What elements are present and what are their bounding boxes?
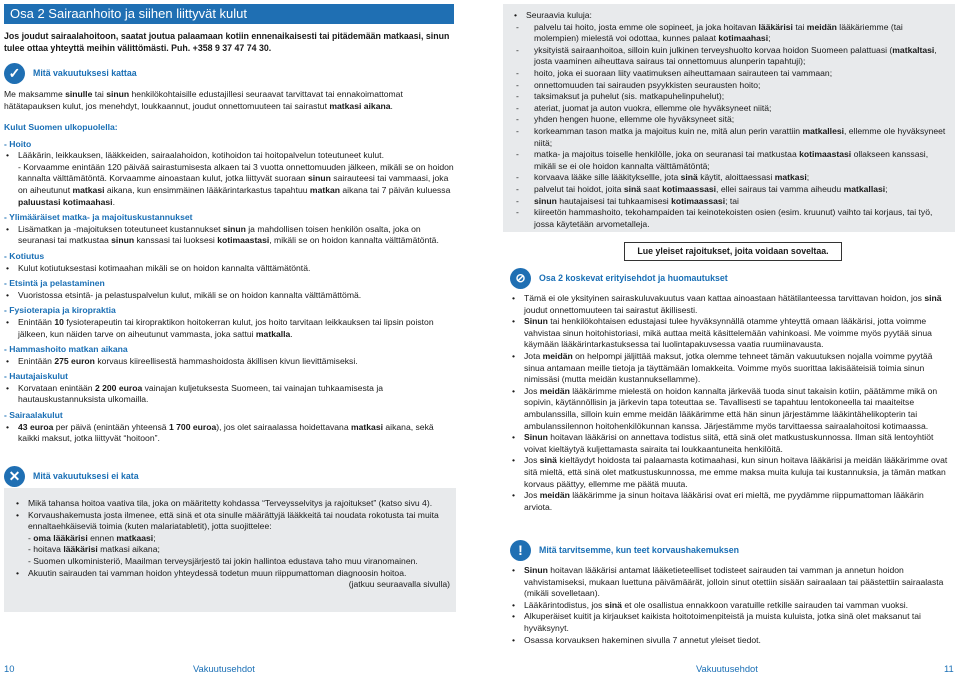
not-covered-subitem: - Suomen ulkoministeriö, Maailman terveysjärjestö tai jokin hallintoa edustava taho muu viranomainen. — [28, 555, 418, 566]
page-number-left: 10 — [4, 663, 15, 674]
x-icon: ✕ — [4, 466, 25, 487]
exclusion-item: - palvelut tai hoidot, joita sinä saat kotimaassasi, ellei sairaus tai vamma aiheudu matkallasi; — [512, 184, 948, 196]
exclusion-item: - kiireetön hammashoito, tekohampaiden tai keinotekoisten osien (esim. kruunut) vaihto tai korjaus, tai työ, jossa käytetään arvometalleja. — [512, 207, 948, 230]
hoito-bullet: • Lääkärin, leikkauksen, lääkkeiden, sairaalahoidon, kotihoidon tai hoitopalvelun toteutuneet kulut. — [4, 150, 456, 162]
dental-title: - Hammashoito matkan aikana — [4, 344, 128, 355]
rescue-bullet: • Vuoristossa etsintä- ja pelastuspalvelun kulut, mikäli se on hoidon kannalta välttämättömä. — [4, 290, 456, 302]
not-covered-item: • Akuutin sairauden tai vamman hoidon yhteydessä todetun muun riippumattoman diagnoosin hoitoa. — [14, 568, 450, 580]
list-item: • Sinun tai henkilökohtaisen edustajasi tulee hyväksynnällä otamme yhteyttä omaan lääkärisi, jotta voimme vahvistaa sinun hoitohistoriasi, mikä auttaa meitä käsittelemään vahinkoasi. Me voimme myös pyytää sinua käymään lääkärintarkastuksessa tai luolintapakuvsessa vaatia ruumiinavausta. — [510, 316, 952, 351]
general-exclusions-note: Lue yleiset rajoitukset, joita voidaan soveltaa. — [624, 242, 842, 261]
alert-icon: ! — [510, 540, 531, 561]
continues-note: (jatkuu seuraavalla sivulla) — [348, 579, 450, 590]
list-item: • Jos sinä kieltäydyt hoidosta tai palaamasta kotimaahasi, kun sinun hoitava lääkärisi ja meidän lääkärimme ovat sitä mieltä, että sinä olet matkustuskunnossa, me emme maksa muita kuluja tai kustannuksia, ja tämän matkan korvaus päättyy, ellemme me päätä muuta. — [510, 455, 952, 490]
exclusions-lead: • Seuraavia kuluja: — [512, 10, 948, 22]
home-bullet: • Kulut kotiutuksestasi kotimaahan mikäli se on hoidon kannalta välttämätöntä. — [4, 263, 456, 275]
covered-paragraph: Me maksamme sinulle tai sinun henkilökohtaisille edustajillesi seuraavat tarvittavat tai ennakoimattomat hätätapauksen kulut, jos menehdyt, loukkaannut, joudut onnettomuuteen tai sairastut matkasi aikana. — [4, 89, 403, 111]
not-covered-item: • Korvaushakemusta josta ilmenee, että sinä et ota sinulle määrättyjä lääkkeitä tai noudata rokotusta tai muita ennaltaehkäiseviä toimia (kuten malariatabletit), jotta suojittelee: — [14, 510, 450, 533]
extra-title: - Ylimääräiset matka- ja majoituskustannukset — [4, 212, 193, 223]
hoito-title: - Hoito — [4, 138, 32, 149]
hospital-bullet: • 43 euroa per päivä (enintään yhteensä 1 700 euroa), jos olet sairaalassa hoidettavana matkasi aikana, sekä kaikki maksut, jotka liittyvät “hoitoon”. — [4, 422, 456, 445]
covered-heading — [4, 63, 137, 84]
exclusions-list — [512, 10, 948, 230]
exclusion-item: - matka- ja majoitus toiselle henkilölle, joka on seuranasi tai matkustaa kotimaastasi ollakseen kanssasi, mikäli se ei ole hoidon kannalta välttämätöntä; — [512, 149, 948, 172]
physio-bullet: • Enintään 10 fysioterapeutin tai kiropraktikon hoitokerran kulut, jos hoito tarvitaan leikkauksen tai lipsin poiston jälkeen, kun näiden tarve on aiheutunut vammasta, joka sattui matkalla. — [4, 317, 456, 340]
exclusion-item: - korvaava lääke sille lääkityksellle, jota sinä käytit, aloittaessasi matkasi; — [512, 172, 948, 184]
hoito-detail: - Korvaamme enintään 120 päivää sairastumisesta alkaen tai 3 vuotta onnettomuuden jälkeen, mikäli se on hoidon kannalta välttämätöntä. Korvaamme ainoastaan kulut, jotka liittyvät suoraan sinun sairauteesi tai vammaasi, joka on aiheutunut matkasi aikana, kun ensimmäinen lääkärintarkastus tapahtuu matkan aikana tai 7 päivän kuluessa paluustasi kotimaahasi. — [18, 161, 454, 207]
exclusion-item: - taksimaksut ja puhelut (sis. matkapuhelinpuhelut); — [512, 91, 948, 103]
physio-title: - Fysioterapia ja kiropraktia — [4, 305, 116, 316]
not-covered-item: • Mikä tahansa hoitoa vaativa tila, joka on määritetty kohdassa “Terveysselvitys ja rajoitukset” (katso sivu 4). — [14, 498, 450, 510]
exclusion-item: - yhden hengen huone, ellemme ole hyväksyneet sitä; — [512, 114, 948, 126]
claims-title: Mitä tarvitsemme, kun teet korvaushakemuksen — [539, 544, 739, 555]
no-entry-icon: ⊘ — [510, 268, 531, 289]
exclusions-items — [512, 22, 948, 231]
list-item: • Sinun hoitavan lääkärisi antamat lääketieteelliset todisteet sairauden tai vamman ja annetun hoidon vahvistamiseksi, mukaan luettuna päivämäärät, jolloin sinut otettiin sisään sairaalaan tai päästettiin sairaalasta (mikäli sovelletaan). — [510, 565, 952, 600]
not-covered-list — [14, 498, 450, 591]
abroad-section — [4, 122, 456, 445]
funeral-title: - Hautajaiskulut — [4, 371, 68, 382]
list-item: • Tämä ei ole yksityinen sairaskuluvakuutus vaan kattaa ainoastaan hätätilanteessa tarvittavan hoidon, jos sinä joudut onnettomuuteen tai sairastut äkillisesti. — [510, 293, 952, 316]
exclusion-item: - ateriat, juomat ja auton vuokra, ellemme ole hyväksyneet niitä; — [512, 103, 948, 115]
exclusion-item: - yksityistä sairaanhoitoa, silloin kuin julkinen terveyshuolto korvaa hoidon Suomeen palattuasi (matkaltasi, josta vaaminen aiheuttava sairaus tai onnettomuus alunperin tapahtuji); — [512, 45, 948, 68]
list-item: • Sinun hoitavan lääkärisi on annettava todistus siitä, että sinä olet matkustuskunnossa. Ilman sitä lentoyhtiöt voivat kieltäytyä kuljettamasta sairaita tai loukkaantuneita henkilöitä. — [510, 432, 952, 455]
not-covered-subitem: - oma lääkärisi ennen matkaasi; — [28, 532, 156, 543]
special-list — [510, 293, 952, 513]
list-item: • Jos meidän lääkärimme ja sinun hoitava lääkärisi ovat eri mieltä, me pyydämme riippumattoman lääkärin arviota. — [510, 490, 952, 513]
covered-title: Mitä vakuutuksesi kattaa — [33, 67, 137, 78]
footer-brand-right: Vakuutusehdot — [696, 663, 758, 674]
exclusion-item: - onnettomuuden tai sairauden psyykkisten seurausten hoito; — [512, 80, 948, 92]
abroad-title: Kulut Suomen ulkopuolella: — [4, 122, 118, 132]
check-icon: ✓ — [4, 63, 25, 84]
exclusion-item: - hoito, joka ei suoraan liity vaatimuksen aiheuttamaan sairauteen tai vammaan; — [512, 68, 948, 80]
list-item: • Osassa korvauksen hakeminen sivulla 7 annetut yleiset tiedot. — [510, 635, 952, 647]
home-title: - Kotiutus — [4, 250, 45, 261]
page-number-right: 11 — [944, 663, 954, 674]
exclusion-item: - palvelu tai hoito, josta emme ole sopineet, ja joka hoitavan lääkärisi tai meidän lääkäriemme (tai molempien) mielestä voi odottaa, kunnes palaat kotimaahasi; — [512, 22, 948, 45]
section-header: Osa 2 Sairaanhoito ja siihen liittyvät kulut — [4, 4, 454, 24]
list-item: • Jos meidän lääkärimme mielestä on hoidon kannalta järkevää tuoda sinut takaisin kotiin, päätämme mikä on sopivin, käytännöllisin ja järkevin tapa toteuttaa se. Tavallisesti se tapahtuu lentokoneella tai maaiteitse ambulanssilla, silloin kuin emme meidän lääkärimme että hän sinun järjestämme lääkintähelikopterin tai ambulanssilennon hoitohenkilökunnan kanssa. Järjestämme myös tarvittaessa sairaalahoitosi kotimaassa. — [510, 386, 952, 432]
special-heading — [510, 268, 728, 289]
list-item: • Lääkärintodistus, jos sinä et ole osallistua ennakkoon varatuille retkille sairauden tai vamman vuoksi. — [510, 600, 952, 612]
not-covered-title: Mitä vakuutuksesi ei kata — [33, 470, 139, 481]
exclusion-item: - sinun hautajaisesi tai tuhkaamisesi kotimaassasi; tai — [512, 196, 948, 208]
extra-bullet: • Lisämatkan ja -majoituksen toteutuneet kustannukset sinun ja mahdollisen toisen henkilön osalta, joka on seuranasi tai matkustaa sinun kanssasi tai luoksesi kotimaastasi, mikäli se on hoidon kannalta välttämätöntä. — [4, 224, 456, 247]
claims-heading — [510, 540, 739, 561]
rescue-title: - Etsintä ja pelastaminen — [4, 278, 105, 289]
funeral-bullet: • Korvataan enintään 2 200 euroa vainajan kuljetuksesta Suomeen, tai vainajan tuhkaamisesta ja hautauskustannuksista ulkomailla. — [4, 383, 456, 406]
list-item: • Jota meidän on helpompi jäljittää maksut, jotka olemme tehneet tämän vakuutuksen nojalla voimme pyytää sinua antamaan meille tietoja ja täyttämään lomakkeita. Voimme myös suorittaa lakisääteisiä toimia sinun nimissäsi (mutta meidän kustannuksellamme). — [510, 351, 952, 386]
hospital-title: - Sairaalakulut — [4, 410, 63, 421]
not-covered-subitem: - hoitava lääkärisi matkasi aikana; — [28, 544, 160, 555]
claims-list — [510, 565, 952, 646]
not-covered-heading — [4, 466, 139, 487]
footer-brand-left: Vakuutusehdot — [193, 663, 255, 674]
exclusion-item: - korkeamman tason matka ja majoitus kuin ne, mitä alun perin varattiin matkallesi, ellemme ole hyväksyneet niitä; — [512, 126, 948, 149]
special-title: Osa 2 koskevat erityisehdot ja huomautukset — [539, 272, 728, 283]
list-item: • Alkuperäiset kuitit ja kirjaukset kaikista hoitotoimenpiteistä ja muista kuluista, jotka sinä olet maksanut tai hyväksynyt. — [510, 611, 952, 634]
intro-text: Jos joudut sairaalahoitoon, saatat joutua palaamaan kotiin ennenaikaisesti tai pitädemään matkaasi, sinun tulee ottaa yhteyttä meihin välittömästi. Puh. +358 9 37 47 74 30. — [4, 31, 450, 53]
dental-bullet: • Enintään 275 euron korvaus kiireellisestä hammashoidosta äkillisen kivun lievittämiseksi. — [4, 356, 456, 368]
